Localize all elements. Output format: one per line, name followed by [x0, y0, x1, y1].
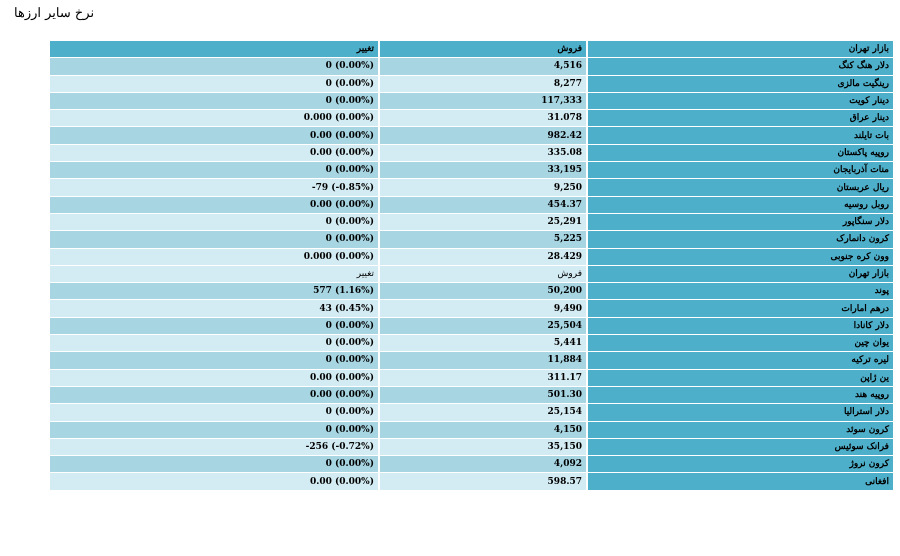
change-cell [50, 93, 378, 109]
change-cell [50, 335, 378, 351]
sell-cell: 4,516 [380, 58, 586, 74]
sell-cell: 5,225 [380, 231, 586, 247]
sell-cell: 50,200 [380, 283, 586, 299]
change-value: -79 (-0.85%) [311, 182, 374, 193]
change-value: 0.00 (0.00%) [309, 199, 374, 210]
change-cell [50, 439, 378, 455]
table-header-row [50, 41, 893, 57]
table-row [50, 404, 893, 420]
change-value: 0 (0.00%) [325, 407, 374, 418]
sell-cell: 25,291 [380, 214, 586, 230]
sell-cell: 25,154 [380, 404, 586, 420]
header-market: بازار تهران [588, 41, 893, 57]
currency-name-cell: کرون سوئد [588, 422, 893, 438]
change-cell [50, 318, 378, 334]
currency-name-cell: دلار استرالیا [588, 404, 893, 420]
table-row [50, 76, 893, 92]
change-cell [50, 145, 378, 161]
change-cell [50, 300, 378, 316]
currency-name-cell: دلار هنگ کنگ [588, 58, 893, 74]
sell-cell: 4,092 [380, 456, 586, 472]
currency-name-cell: کرون دانمارک [588, 231, 893, 247]
currency-name-cell: دلار کانادا [588, 318, 893, 334]
change-cell [50, 162, 378, 178]
change-value: 0.000 (0.00%) [303, 113, 374, 124]
table-row [50, 231, 893, 247]
table-row [50, 352, 893, 368]
change-cell [50, 231, 378, 247]
header-change: تغییر [50, 41, 378, 57]
sell-cell: 4,150 [380, 422, 586, 438]
change-cell [50, 370, 378, 386]
change-value: 43 (0.45%) [319, 303, 374, 314]
sell-cell: 598.57 [380, 473, 586, 489]
header-sell: فروش [380, 41, 586, 57]
change-cell [50, 76, 378, 92]
page-title: نرخ سایر ارزها [14, 6, 95, 21]
currency-name-cell: فرانک سوئیس [588, 439, 893, 455]
sell-cell: 982.42 [380, 127, 586, 143]
table-row [50, 318, 893, 334]
sell-cell: 28.429 [380, 249, 586, 265]
change-cell [50, 422, 378, 438]
change-value: -256 (-0.72%) [305, 441, 374, 452]
table-row [50, 335, 893, 351]
change-value: 0.00 (0.00%) [309, 147, 374, 158]
table-row [50, 197, 893, 213]
change-value: 0 (0.00%) [325, 338, 374, 349]
sell-cell: 117,333 [380, 93, 586, 109]
currency-name-cell: کرون نروژ [588, 456, 893, 472]
table-row [50, 145, 893, 161]
table-row [50, 110, 893, 126]
change-cell [50, 110, 378, 126]
change-cell [50, 249, 378, 265]
change-cell [50, 179, 378, 195]
table-row [50, 422, 893, 438]
table-row [50, 439, 893, 455]
change-cell [50, 352, 378, 368]
sell-cell: 9,250 [380, 179, 586, 195]
table-subheader-row [50, 266, 893, 282]
subheader-market: بازار تهران [588, 266, 893, 282]
currency-name-cell: منات آذربایجان [588, 162, 893, 178]
sell-cell: 11,884 [380, 352, 586, 368]
table-row [50, 283, 893, 299]
sell-cell: 35,150 [380, 439, 586, 455]
currency-name-cell: دینار عراق [588, 110, 893, 126]
change-value: 0.00 (0.00%) [309, 476, 374, 487]
change-value: 0 (0.00%) [325, 234, 374, 245]
table-row [50, 162, 893, 178]
table-row [50, 249, 893, 265]
table-row [50, 127, 893, 143]
sell-cell: 501.30 [380, 387, 586, 403]
currency-rates-table [48, 40, 895, 491]
currency-name-cell: درهم امارات [588, 300, 893, 316]
change-value: 0.00 (0.00%) [309, 130, 374, 141]
sell-cell: 335.08 [380, 145, 586, 161]
change-cell [50, 456, 378, 472]
change-cell [50, 404, 378, 420]
currency-name-cell: افغانی [588, 473, 893, 489]
sell-cell: 31.078 [380, 110, 586, 126]
change-value: 0 (0.00%) [325, 320, 374, 331]
sell-cell: 9,490 [380, 300, 586, 316]
currency-name-cell: بات تایلند [588, 127, 893, 143]
change-value: 0 (0.00%) [325, 355, 374, 366]
change-cell [50, 127, 378, 143]
table-row [50, 214, 893, 230]
table-row [50, 179, 893, 195]
change-cell [50, 387, 378, 403]
sell-cell: 8,277 [380, 76, 586, 92]
table-row [50, 300, 893, 316]
table-row [50, 93, 893, 109]
currency-name-cell: لیره ترکیه [588, 352, 893, 368]
currency-name-cell: پوند [588, 283, 893, 299]
currency-name-cell: روبل روسیه [588, 197, 893, 213]
change-cell [50, 214, 378, 230]
currency-name-cell: دلار سنگاپور [588, 214, 893, 230]
table-row [50, 456, 893, 472]
subheader-change: تغییر [50, 266, 378, 282]
change-value: 577 (1.16%) [313, 286, 374, 297]
change-value: 0 (0.00%) [325, 424, 374, 435]
sell-cell: 33,195 [380, 162, 586, 178]
currency-name-cell: دینار کویت [588, 93, 893, 109]
change-cell [50, 58, 378, 74]
currency-name-cell: ریال عربستان [588, 179, 893, 195]
currency-name-cell: روپیه پاکستان [588, 145, 893, 161]
sell-cell: 25,504 [380, 318, 586, 334]
sell-cell: 454.37 [380, 197, 586, 213]
change-value: 0 (0.00%) [325, 459, 374, 470]
table-row [50, 473, 893, 489]
change-value: 0 (0.00%) [325, 217, 374, 228]
change-cell [50, 473, 378, 489]
table-row [50, 387, 893, 403]
sell-cell: 5,441 [380, 335, 586, 351]
currency-name-cell: یوان چین [588, 335, 893, 351]
currency-name-cell: وون کره جنوبی [588, 249, 893, 265]
currency-name-cell: ین ژاپن [588, 370, 893, 386]
change-value: 0 (0.00%) [325, 78, 374, 89]
currency-name-cell: رینگیت مالزی [588, 76, 893, 92]
change-value: 0.00 (0.00%) [309, 390, 374, 401]
currency-name-cell: روپیه هند [588, 387, 893, 403]
subheader-sell: فروش [380, 266, 586, 282]
change-value: 0.00 (0.00%) [309, 372, 374, 383]
change-value: 0 (0.00%) [325, 165, 374, 176]
change-cell [50, 197, 378, 213]
change-value: 0 (0.00%) [325, 61, 374, 72]
change-value: 0.000 (0.00%) [303, 251, 374, 262]
table-row [50, 370, 893, 386]
sell-cell: 311.17 [380, 370, 586, 386]
table-row [50, 58, 893, 74]
change-cell [50, 283, 378, 299]
change-value: 0 (0.00%) [325, 96, 374, 107]
